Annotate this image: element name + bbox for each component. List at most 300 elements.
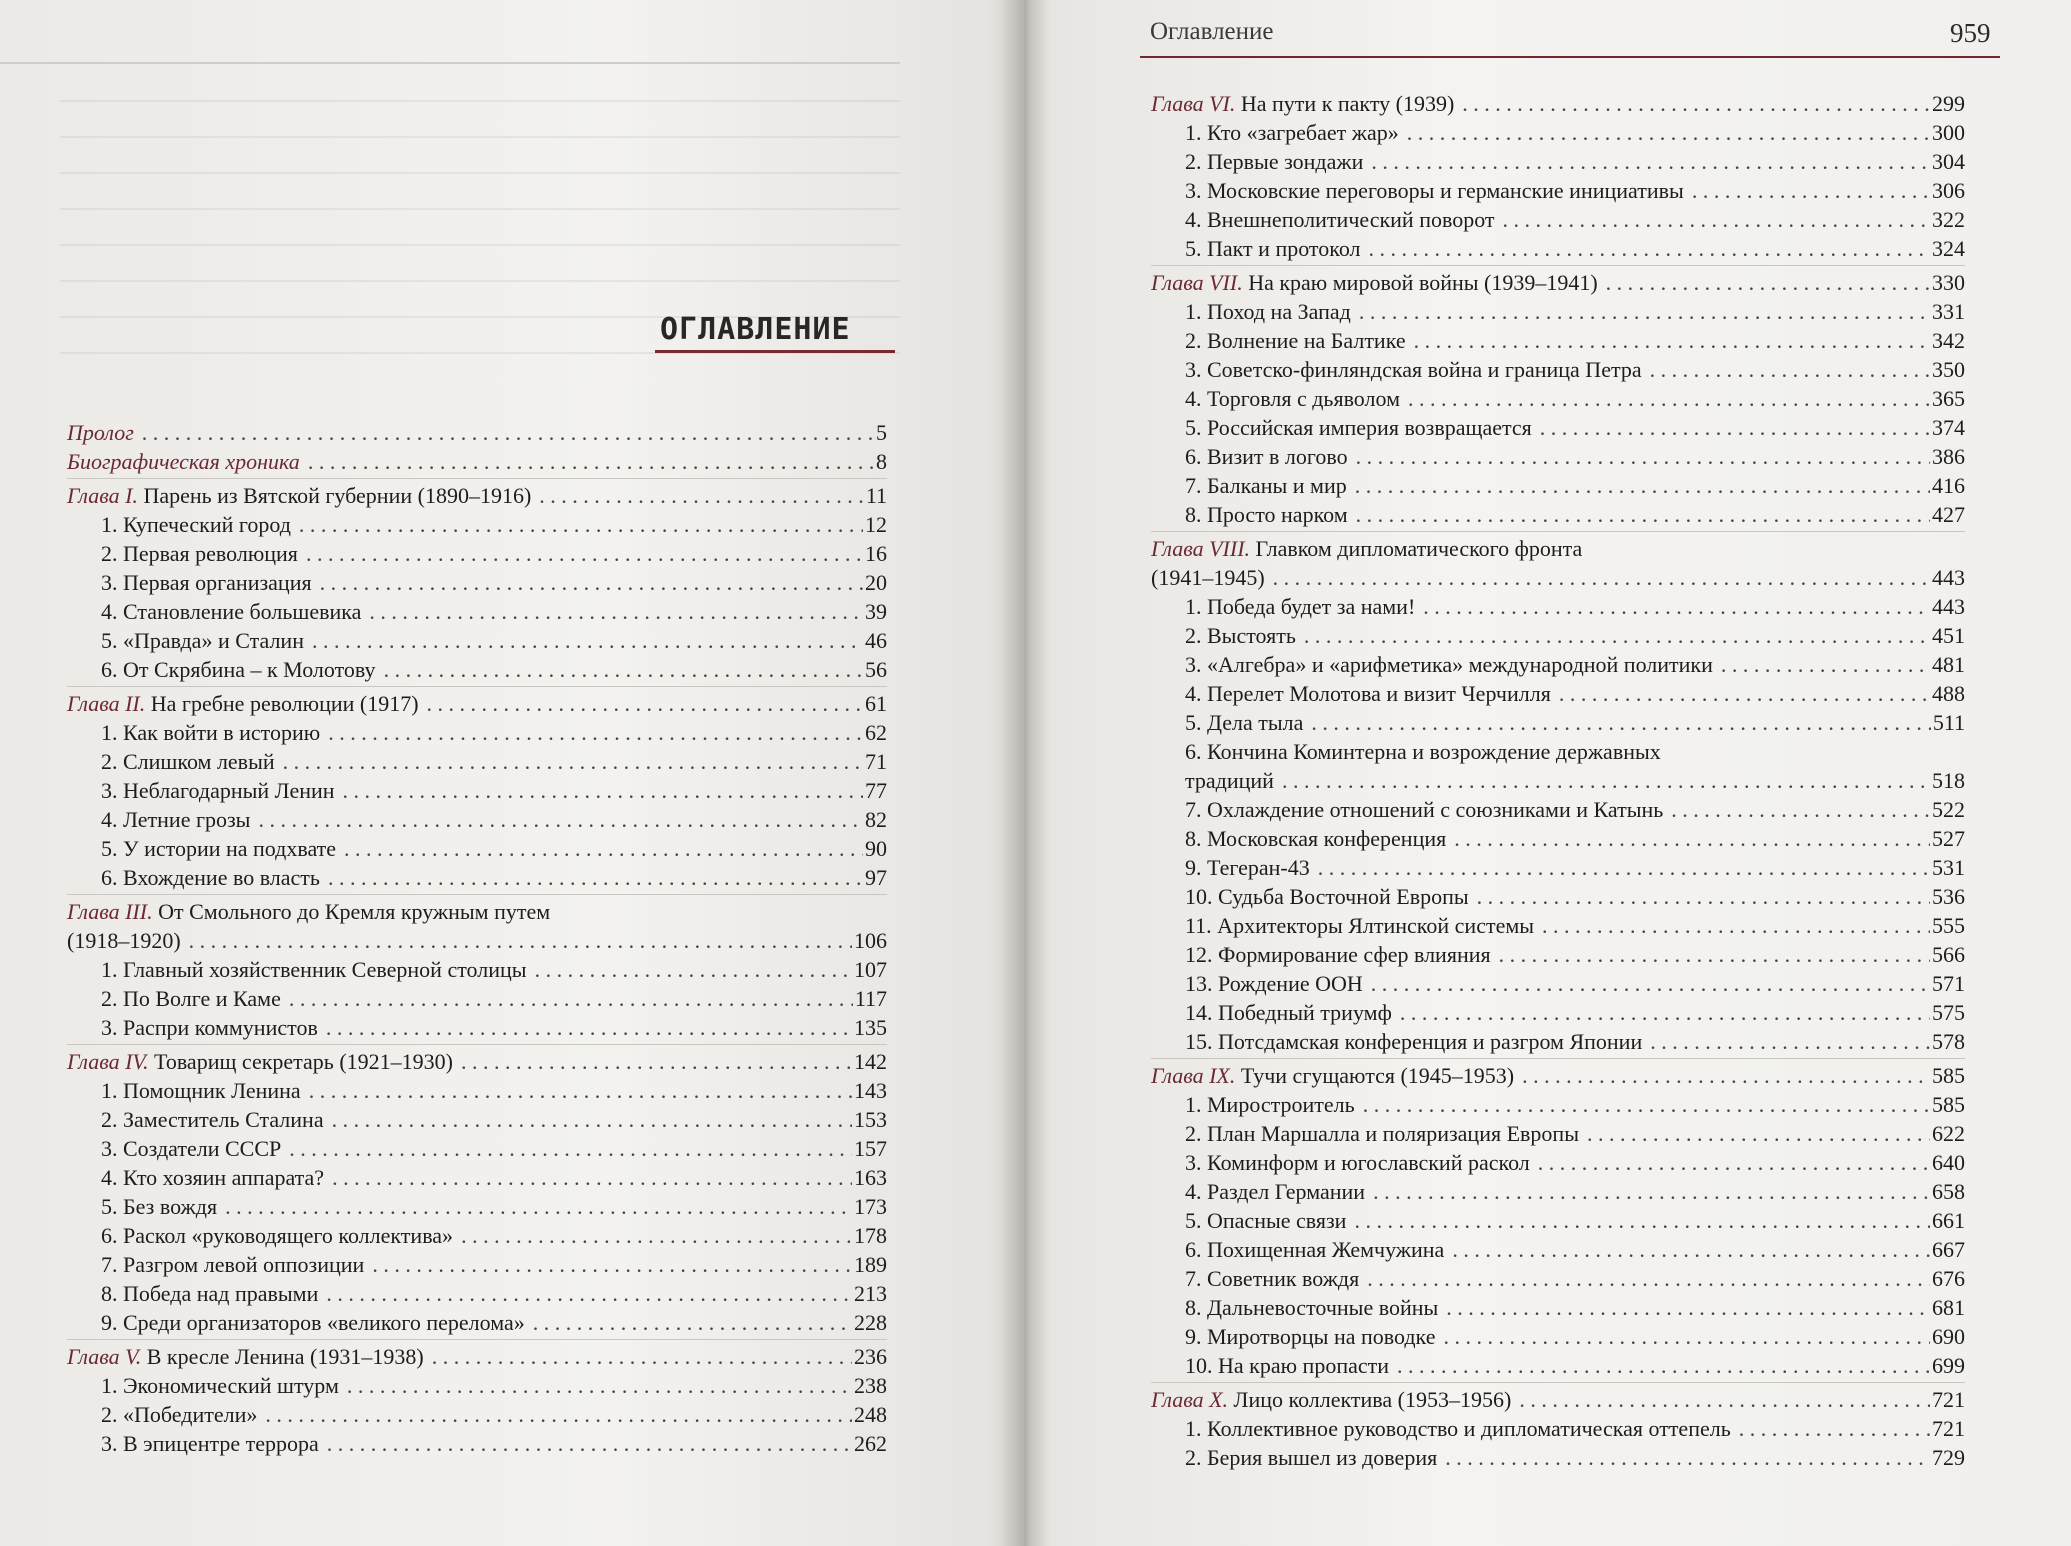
toc-subentry	[1151, 413, 1965, 442]
entry-page-number: 143	[854, 1078, 887, 1103]
entry-title: 7. Балканы и мир	[1185, 473, 1347, 498]
entry-page-number: 16	[865, 541, 887, 566]
entry-title: Парень из Вятской губернии (1890–1916)	[143, 483, 532, 508]
entry-page-number: 331	[1932, 299, 1965, 324]
entry-title: Тучи сгущаются (1945–1953)	[1240, 1063, 1515, 1088]
chapter-label: Глава X.	[1151, 1387, 1229, 1412]
entry-page-number: 262	[854, 1431, 887, 1456]
toc-subentry	[67, 1192, 887, 1221]
entry-page-number: 443	[1932, 565, 1965, 590]
dot-leader	[1542, 911, 1930, 940]
entry-page-number: 135	[854, 1015, 887, 1040]
entry-title: 1. Экономический штурм	[101, 1373, 339, 1398]
entry-page-number: 676	[1932, 1266, 1965, 1291]
toc-entry	[1151, 1385, 1965, 1414]
entry-page-number: 518	[1932, 768, 1965, 793]
entry-page-number: 365	[1932, 386, 1965, 411]
entry-title: 1. Главный хозяйственник Северной столицы	[101, 957, 527, 982]
toc-subentry	[1151, 1264, 1965, 1293]
dot-leader	[1650, 355, 1930, 384]
entry-title: 7. Разгром левой оппозиции	[101, 1252, 365, 1277]
entry-title: 7. Охлаждение отношений с союзниками и Катынь	[1185, 797, 1664, 822]
entry-title: 1. Купеческий город	[101, 512, 291, 537]
entry-title: 2. Волнение на Балтике	[1185, 328, 1406, 353]
entry-page-number: 39	[865, 599, 887, 624]
entry-title: 12. Формирование сфер влияния	[1185, 942, 1491, 967]
entry-title: 2. По Волге и Каме	[101, 986, 281, 1011]
entry-page-number: 8	[876, 449, 887, 474]
entry-title: 3. Создатели СССР	[101, 1136, 282, 1161]
toc-entry	[67, 418, 887, 447]
toc-left-column	[67, 418, 887, 1458]
toc-subentry	[67, 510, 887, 539]
entry-page-number: 71	[865, 749, 887, 774]
dot-leader	[1318, 853, 1930, 882]
entry-page-number: 681	[1932, 1295, 1965, 1320]
dot-leader	[384, 655, 863, 684]
toc-entry	[1151, 563, 1965, 592]
toc-heading-underline	[655, 350, 895, 353]
dot-leader	[1304, 621, 1930, 650]
dot-leader	[332, 1163, 852, 1192]
entry-page-number: 106	[854, 928, 887, 953]
toc-subentry	[67, 776, 887, 805]
entry-title: В кресле Ленина (1931–1938)	[146, 1344, 424, 1369]
entry-page-number: 555	[1932, 913, 1965, 938]
toc-subentry	[1151, 297, 1965, 326]
chapter-label: Глава IX.	[1151, 1063, 1236, 1088]
dot-leader	[1408, 384, 1930, 413]
chapter-label: Глава III.	[67, 899, 153, 924]
toc-subentry	[1151, 1027, 1965, 1056]
dot-leader	[1355, 471, 1930, 500]
toc-heading: ОГЛАВЛЕНИЕ	[660, 312, 851, 347]
dot-leader	[1414, 326, 1930, 355]
toc-subentry	[1151, 1414, 1965, 1443]
dot-leader	[1519, 1385, 1930, 1414]
dot-leader	[1477, 882, 1930, 911]
dot-leader	[283, 747, 863, 776]
entry-page-number: 721	[1932, 1416, 1965, 1441]
entry-title: 6. Похищенная Жемчужина	[1185, 1237, 1445, 1262]
toc-entry	[67, 447, 887, 476]
entry-title: Главком дипломатического фронта	[1255, 536, 1583, 561]
entry-page-number: 213	[854, 1281, 887, 1306]
dot-leader	[142, 418, 874, 447]
dot-leader	[1559, 679, 1930, 708]
dot-leader	[432, 1342, 852, 1371]
dot-leader	[1397, 1351, 1930, 1380]
entry-title: 4. Кто хозяин аппарата?	[101, 1165, 325, 1190]
entry-title-continued: (1918–1920)	[67, 928, 181, 953]
toc-entry	[67, 481, 887, 510]
right-header-rule	[1140, 56, 2000, 58]
dot-leader	[328, 863, 863, 892]
chapter-label: Глава VI.	[1151, 91, 1236, 116]
chapter-divider	[1151, 531, 1965, 532]
entry-page-number: 585	[1932, 1092, 1965, 1117]
entry-page-number: 90	[865, 836, 887, 861]
dot-leader	[258, 805, 863, 834]
entry-title: 1. Победа будет за нами!	[1185, 594, 1416, 619]
chapter-label: Глава I.	[67, 483, 138, 508]
dot-leader	[539, 481, 864, 510]
toc-entry	[67, 689, 887, 718]
toc-subentry	[1151, 679, 1965, 708]
chapter-divider	[67, 894, 887, 895]
toc-subentry	[67, 1163, 887, 1192]
entry-title: 10. Судьба Восточной Европы	[1185, 884, 1469, 909]
chapter-divider	[67, 1044, 887, 1045]
dot-leader	[1540, 413, 1930, 442]
dot-leader	[535, 955, 852, 984]
entry-title: 7. Советник вождя	[1185, 1266, 1360, 1291]
entry-page-number: 640	[1932, 1150, 1965, 1175]
entry-title: Товарищ секретарь (1921–1930)	[154, 1049, 453, 1074]
toc-subentry	[1151, 176, 1965, 205]
entry-page-number: 511	[1932, 710, 1965, 735]
entry-title: 5. Пакт и протокол	[1185, 236, 1361, 261]
entry-title: 14. Победный триумф	[1185, 1000, 1392, 1025]
entry-page-number: 690	[1932, 1324, 1965, 1349]
dot-leader	[347, 1371, 852, 1400]
entry-title-continued: (1941–1945)	[1151, 565, 1265, 590]
dot-leader	[320, 568, 863, 597]
toc-subentry	[1151, 969, 1965, 998]
dot-leader	[312, 626, 863, 655]
dot-leader	[189, 926, 852, 955]
toc-subentry	[67, 655, 887, 684]
entry-page-number: 721	[1932, 1387, 1965, 1412]
entry-title: 9. Миротворцы на поводке	[1185, 1324, 1436, 1349]
entry-title: 3. «Алгебра» и «арифметика» международной политики	[1185, 652, 1713, 677]
dot-leader	[1692, 176, 1930, 205]
dot-leader	[533, 1308, 852, 1337]
entry-page-number: 11	[865, 483, 887, 508]
dot-leader	[309, 1076, 852, 1105]
entry-title: 3. Распри коммунистов	[101, 1015, 318, 1040]
entry-page-number: 324	[1932, 236, 1965, 261]
toc-subentry	[1151, 1148, 1965, 1177]
entry-page-number: 62	[865, 720, 887, 745]
dot-leader	[326, 1013, 852, 1042]
dot-leader	[1354, 1206, 1930, 1235]
entry-page-number: 238	[854, 1373, 887, 1398]
entry-page-number: 481	[1932, 652, 1965, 677]
entry-title: 2. «Победители»	[101, 1402, 258, 1427]
entry-page-number: 661	[1932, 1208, 1965, 1233]
dot-leader	[369, 597, 863, 626]
toc-subentry	[1151, 1090, 1965, 1119]
entry-title: 6. Кончина Коминтерна и возрождение державных	[1185, 739, 1661, 764]
entry-title: 3. Советско-финляндская война и граница Петра	[1185, 357, 1642, 382]
toc-subentry	[67, 1371, 887, 1400]
dot-leader	[326, 1279, 852, 1308]
chapter-label: Глава VII.	[1151, 270, 1243, 295]
dot-leader	[327, 1429, 852, 1458]
toc-entry	[1151, 89, 1965, 118]
chapter-divider	[67, 1339, 887, 1340]
toc-subentry	[1151, 621, 1965, 650]
entry-page-number: 566	[1932, 942, 1965, 967]
chapter-divider	[1151, 1058, 1965, 1059]
entry-page-number: 61	[865, 691, 887, 716]
entry-page-number: 585	[1932, 1063, 1965, 1088]
entry-page-number: 97	[865, 865, 887, 890]
entry-title: 3. Коминформ и югославский раскол	[1185, 1150, 1530, 1175]
dot-leader	[1445, 1443, 1930, 1472]
toc-entry	[67, 1047, 887, 1076]
entry-page-number: 299	[1932, 91, 1965, 116]
toc-entry	[67, 1342, 887, 1371]
entry-title: 10. На краю пропасти	[1185, 1353, 1390, 1378]
entry-title: На пути к пакту (1939)	[1240, 91, 1455, 116]
entry-title: От Смольного до Кремля кружным путем	[158, 899, 551, 924]
dot-leader	[1311, 708, 1930, 737]
toc-subentry	[1151, 940, 1965, 969]
toc-subentry	[1151, 1119, 1965, 1148]
entry-title: 9. Тегеран-43	[1185, 855, 1310, 880]
dot-leader	[1462, 89, 1930, 118]
entry-page-number: 322	[1932, 207, 1965, 232]
dot-leader	[1721, 650, 1930, 679]
toc-subentry	[1151, 1206, 1965, 1235]
toc-subentry	[67, 834, 887, 863]
dot-leader	[1606, 268, 1930, 297]
entry-title: 4. Перелет Молотова и визит Черчилля	[1185, 681, 1551, 706]
entry-title-continued: традиций	[1185, 768, 1274, 793]
dot-leader	[461, 1047, 852, 1076]
entry-page-number: 488	[1932, 681, 1965, 706]
toc-entry-line	[67, 897, 887, 926]
toc-subentry	[1151, 500, 1965, 529]
left-header-rule	[0, 62, 900, 64]
dot-leader	[1371, 147, 1930, 176]
toc-subentry	[67, 1308, 887, 1337]
entry-page-number: 56	[865, 657, 887, 682]
entry-title: 6. От Скрябина – к Молотову	[101, 657, 376, 682]
toc-subentry	[1151, 147, 1965, 176]
entry-page-number: 107	[854, 957, 887, 982]
toc-subentry	[67, 718, 887, 747]
dot-leader	[427, 689, 863, 718]
entry-page-number: 571	[1932, 971, 1965, 996]
entry-title: 13. Рождение ООН	[1185, 971, 1363, 996]
dot-leader	[299, 510, 863, 539]
toc-subentry	[67, 1400, 887, 1429]
entry-page-number: 622	[1932, 1121, 1965, 1146]
entry-title: 1. Помощник Ленина	[101, 1078, 301, 1103]
toc-subentry	[1151, 442, 1965, 471]
dot-leader	[289, 984, 853, 1013]
entry-title: 4. Становление большевика	[101, 599, 362, 624]
entry-page-number: 173	[854, 1194, 887, 1219]
entry-page-number: 416	[1932, 473, 1965, 498]
toc-subentry	[1151, 592, 1965, 621]
entry-title: 5. У истории на подхвате	[101, 836, 337, 861]
toc-subentry	[1151, 355, 1965, 384]
entry-page-number: 142	[854, 1049, 887, 1074]
entry-title: 9. Среди организаторов «великого перелома»	[101, 1310, 525, 1335]
entry-page-number: 658	[1932, 1179, 1965, 1204]
entry-title: 2. Слишком левый	[101, 749, 275, 774]
dot-leader	[461, 1221, 852, 1250]
toc-subentry	[67, 1105, 887, 1134]
dot-leader	[1356, 500, 1930, 529]
entry-title: 1. Поход на Запад	[1185, 299, 1351, 324]
entry-page-number: 536	[1932, 884, 1965, 909]
entry-page-number: 82	[865, 807, 887, 832]
entry-page-number: 228	[854, 1310, 887, 1335]
toc-subentry	[1151, 824, 1965, 853]
entry-title: 8. Дальневосточные войны	[1185, 1295, 1439, 1320]
entry-title: 4. Торговля с дьяволом	[1185, 386, 1400, 411]
dot-leader	[308, 447, 874, 476]
entry-title: 1. Коллективное руководство и дипломатическая оттепель	[1185, 1416, 1731, 1441]
entry-title: 4. Летние грозы	[101, 807, 251, 832]
toc-subentry	[67, 539, 887, 568]
chapter-divider	[67, 686, 887, 687]
toc-subentry	[1151, 650, 1965, 679]
entry-title: На краю мировой войны (1939–1941)	[1248, 270, 1598, 295]
toc-subentry	[67, 1134, 887, 1163]
entry-page-number: 451	[1932, 623, 1965, 648]
entry-page-number: 522	[1932, 797, 1965, 822]
toc-entry	[1151, 268, 1965, 297]
entry-page-number: 306	[1932, 178, 1965, 203]
entry-title: 3. Первая организация	[101, 570, 312, 595]
entry-page-number: 575	[1932, 1000, 1965, 1025]
toc-entry-line	[1151, 737, 1965, 766]
entry-title: 2. Выстоять	[1185, 623, 1296, 648]
toc-subentry	[1151, 1443, 1965, 1472]
toc-subentry	[1151, 234, 1965, 263]
dot-leader	[328, 718, 863, 747]
toc-subentry	[67, 984, 887, 1013]
entry-title: 8. Просто нарком	[1185, 502, 1348, 527]
chapter-label: Глава VIII.	[1151, 536, 1251, 561]
toc-subentry	[1151, 882, 1965, 911]
dot-leader	[1423, 592, 1930, 621]
entry-page-number: 699	[1932, 1353, 1965, 1378]
entry-title: 8. Победа над правыми	[101, 1281, 319, 1306]
entry-title: 2. Первые зондажи	[1185, 149, 1364, 174]
entry-title: 5. «Правда» и Сталин	[101, 628, 304, 653]
entry-page-number: 236	[854, 1344, 887, 1369]
chapter-label: Глава IV.	[67, 1049, 149, 1074]
toc-subentry	[1151, 118, 1965, 147]
entry-page-number: 304	[1932, 149, 1965, 174]
entry-page-number: 12	[865, 512, 887, 537]
dot-leader	[1359, 297, 1930, 326]
entry-title: 6. Раскол «руководящего коллектива»	[101, 1223, 454, 1248]
entry-page-number: 157	[854, 1136, 887, 1161]
dot-leader	[306, 539, 863, 568]
toc-subentry	[67, 1013, 887, 1042]
toc-subentry	[67, 863, 887, 892]
toc-subentry	[1151, 1293, 1965, 1322]
entry-page-number: 163	[854, 1165, 887, 1190]
dot-leader	[225, 1192, 852, 1221]
entry-page-number: 667	[1932, 1237, 1965, 1262]
toc-subentry	[1151, 326, 1965, 355]
entry-page-number: 5	[876, 420, 887, 445]
entry-title: 4. Раздел Германии	[1185, 1179, 1366, 1204]
entry-title: Биографическая хроника	[67, 449, 300, 474]
toc-subentry	[67, 1279, 887, 1308]
dot-leader	[1538, 1148, 1930, 1177]
entry-title: 5. Российская империя возвращается	[1185, 415, 1532, 440]
toc-subentry	[1151, 384, 1965, 413]
dot-leader	[289, 1134, 852, 1163]
dot-leader	[1282, 766, 1930, 795]
dot-leader	[1443, 1322, 1930, 1351]
toc-subentry	[67, 1429, 887, 1458]
entry-title: 3. Московские переговоры и германские инициативы	[1185, 178, 1684, 203]
dot-leader	[1454, 824, 1930, 853]
entry-page-number: 153	[854, 1107, 887, 1132]
entry-page-number: 248	[854, 1402, 887, 1427]
entry-title: 4. Внешнеполитический поворот	[1185, 207, 1495, 232]
dot-leader	[1650, 1027, 1930, 1056]
toc-subentry	[1151, 1177, 1965, 1206]
entry-title: 1. Как войти в историю	[101, 720, 321, 745]
entry-title: 15. Потсдамская конференция и разгром Японии	[1185, 1029, 1643, 1054]
chapter-divider	[67, 478, 887, 479]
toc-entry	[67, 926, 887, 955]
dot-leader	[1371, 969, 1930, 998]
dot-leader	[1367, 1264, 1930, 1293]
entry-page-number: 300	[1932, 120, 1965, 145]
entry-title: 2. Заместитель Сталина	[101, 1107, 324, 1132]
entry-title: 11. Архитекторы Ялтинской системы	[1185, 913, 1535, 938]
toc-subentry	[1151, 1351, 1965, 1380]
page-number: 959	[1950, 18, 1991, 48]
dot-leader	[1373, 1177, 1930, 1206]
entry-page-number: 443	[1932, 594, 1965, 619]
dot-leader	[265, 1400, 852, 1429]
entry-title: 2. Берия вышел из доверия	[1185, 1445, 1438, 1470]
toc-subentry	[1151, 998, 1965, 1027]
entry-page-number: 531	[1932, 855, 1965, 880]
entry-page-number: 330	[1932, 270, 1965, 295]
toc-entry-line	[1151, 534, 1965, 563]
entry-page-number: 729	[1932, 1445, 1965, 1470]
dot-leader	[343, 776, 863, 805]
entry-page-number: 20	[865, 570, 887, 595]
toc-subentry	[67, 955, 887, 984]
dot-leader	[344, 834, 863, 863]
entry-title: 6. Визит в логово	[1185, 444, 1348, 469]
dot-leader	[1446, 1293, 1930, 1322]
running-head: Оглавление	[1150, 18, 1274, 45]
chapter-label: Глава V.	[67, 1344, 142, 1369]
dot-leader	[1503, 205, 1930, 234]
dot-leader	[1671, 795, 1930, 824]
entry-page-number: 342	[1932, 328, 1965, 353]
entry-title: Пролог	[67, 420, 134, 445]
entry-page-number: 178	[854, 1223, 887, 1248]
toc-subentry	[1151, 1235, 1965, 1264]
entry-page-number: 374	[1932, 415, 1965, 440]
toc-entry	[1151, 1061, 1965, 1090]
entry-page-number: 427	[1932, 502, 1965, 527]
entry-page-number: 350	[1932, 357, 1965, 382]
entry-page-number: 189	[854, 1252, 887, 1277]
entry-page-number: 527	[1932, 826, 1965, 851]
dot-leader	[1356, 442, 1930, 471]
entry-title: Лицо коллектива (1953–1956)	[1233, 1387, 1512, 1412]
